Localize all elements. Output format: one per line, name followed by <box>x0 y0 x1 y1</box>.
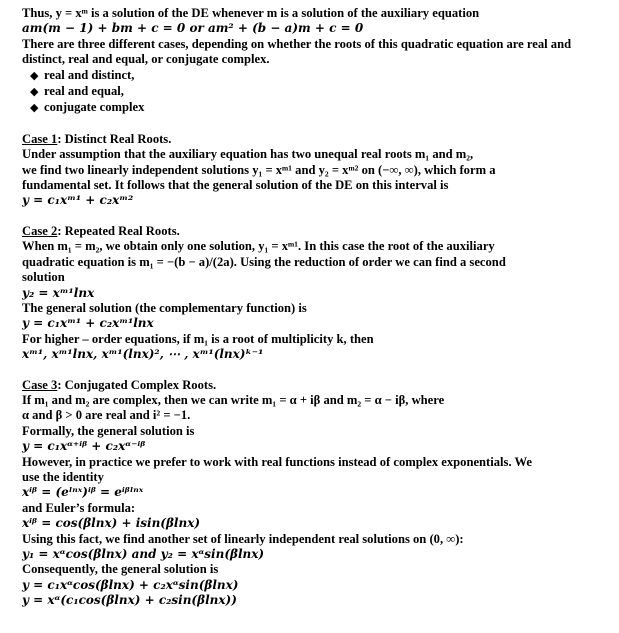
case-2-line-5: The general solution (the complementary function) is <box>22 300 307 315</box>
case-3-line-6: use the identity <box>22 469 104 484</box>
case-2-second-solution: y₂ = xᵐ¹lnx <box>22 285 95 300</box>
case-3-line-8: and Euler’s formula: <box>22 500 136 515</box>
case-1-heading: Case 1: Distinct Real Roots. <box>22 131 172 146</box>
case-2-line-2: quadratic equation is m₁ = −(b − a)/(2a). Using the reduction of order we can find a second <box>22 254 506 269</box>
case-3-identity: xⁱᵝ = (eˡⁿˣ)ⁱᵝ = eⁱᵝˡⁿˣ <box>22 485 144 500</box>
case-3-label: Case 3 <box>22 377 58 392</box>
case-3-general-solution-1: y = c₁xᵅcos(βlnx) + c₂xᵅsin(βlnx) <box>22 577 239 592</box>
case-3-general-solution-2: y = xᵅ(c₁cos(βlnx) + c₂sin(βlnx)) <box>22 593 237 608</box>
case-1-line-1: Under assumption that the auxiliary equation has two unequal real roots m₁ and m₂, <box>22 147 474 162</box>
case-2-heading: Case 2: Repeated Real Roots. <box>22 223 180 238</box>
intro-line-3: There are three different cases, depending on whether the roots of this quadratic equation are real and <box>22 36 572 51</box>
case-3-formal-solution: y = c₁xᵅ⁺ⁱᵝ + c₂xᵅ⁻ⁱᵝ <box>22 439 146 454</box>
case-1-label: Case 1 <box>22 131 58 146</box>
case-1-line-2: we find two linearly independent solutions y₁ = xᵐ¹ and y₂ = xᵐ² on (−∞, ∞), which form a <box>22 162 496 177</box>
case-3-line-10: Using this fact, we find another set of linearly independent real solutions on (0, ∞): <box>22 531 464 546</box>
case-3-heading: Case 3: Conjugated Complex Roots. <box>22 377 217 392</box>
diamond-bullet-icon: ◆ <box>30 86 39 99</box>
diamond-bullet-icon: ◆ <box>30 69 39 82</box>
case-1-line-3: fundamental set. It follows that the general solution of the DE on this interval is <box>22 178 449 193</box>
case-1-general-solution: y = c₁xᵐ¹ + c₂xᵐ² <box>22 193 134 208</box>
case-2-label: Case 2 <box>22 223 58 238</box>
auxiliary-equation: am(m − 1) + bm + c = 0 or am² + (b − a)m + c = 0 <box>22 21 364 36</box>
case-2-line-3: solution <box>22 270 65 285</box>
case-2-general-solution: y = c₁xᵐ¹ + c₂xᵐ¹lnx <box>22 316 154 331</box>
case-3-real-solutions: y₁ = xᵅcos(βlnx) and y₂ = xᵅsin(βlnx) <box>22 547 265 561</box>
intro-line-1: Thus, y = xᵐ is a solution of the DE whenever m is a solution of the auxiliary equation <box>22 6 480 20</box>
case-3-line-2: α and β > 0 are real and i² = −1. <box>22 408 191 423</box>
case-2-line-7: For higher – order equations, if m₁ is a root of multiplicity k, then <box>22 331 374 346</box>
case-3-line-1: If m₁ and m₂ are complex, then we can write m₁ = α + iβ and m₂ = α − iβ, where <box>22 392 445 407</box>
case-2-solution-list: xᵐ¹, xᵐ¹lnx, xᵐ¹(lnx)², ⋯ , xᵐ¹(lnx)ᵏ⁻¹ <box>22 347 264 362</box>
bullet-real-distinct: ◆ real and distinct, <box>22 68 616 84</box>
intro-line-4: distinct, real and equal, or conjugate complex. <box>22 52 270 67</box>
document-page <box>22 6 616 609</box>
bullet-real-equal: ◆ real and equal, <box>22 84 616 100</box>
case-3-line-3: Formally, the general solution is <box>22 423 195 438</box>
diamond-bullet-icon: ◆ <box>30 102 39 115</box>
bullet-conjugate-complex: ◆ conjugate complex <box>22 100 616 116</box>
case-2-line-1: When m₁ = m₂, we obtain only one solution, y₁ = xᵐ¹. In this case the root of the auxiliary <box>22 239 495 254</box>
case-3-line-5: However, in practice we prefer to work with real functions instead of complex exponentials. We <box>22 454 532 469</box>
case-3-line-12: Consequently, the general solution is <box>22 562 219 577</box>
case-3-euler-formula: xⁱᵝ = cos(βlnx) + isin(βlnx) <box>22 516 201 531</box>
